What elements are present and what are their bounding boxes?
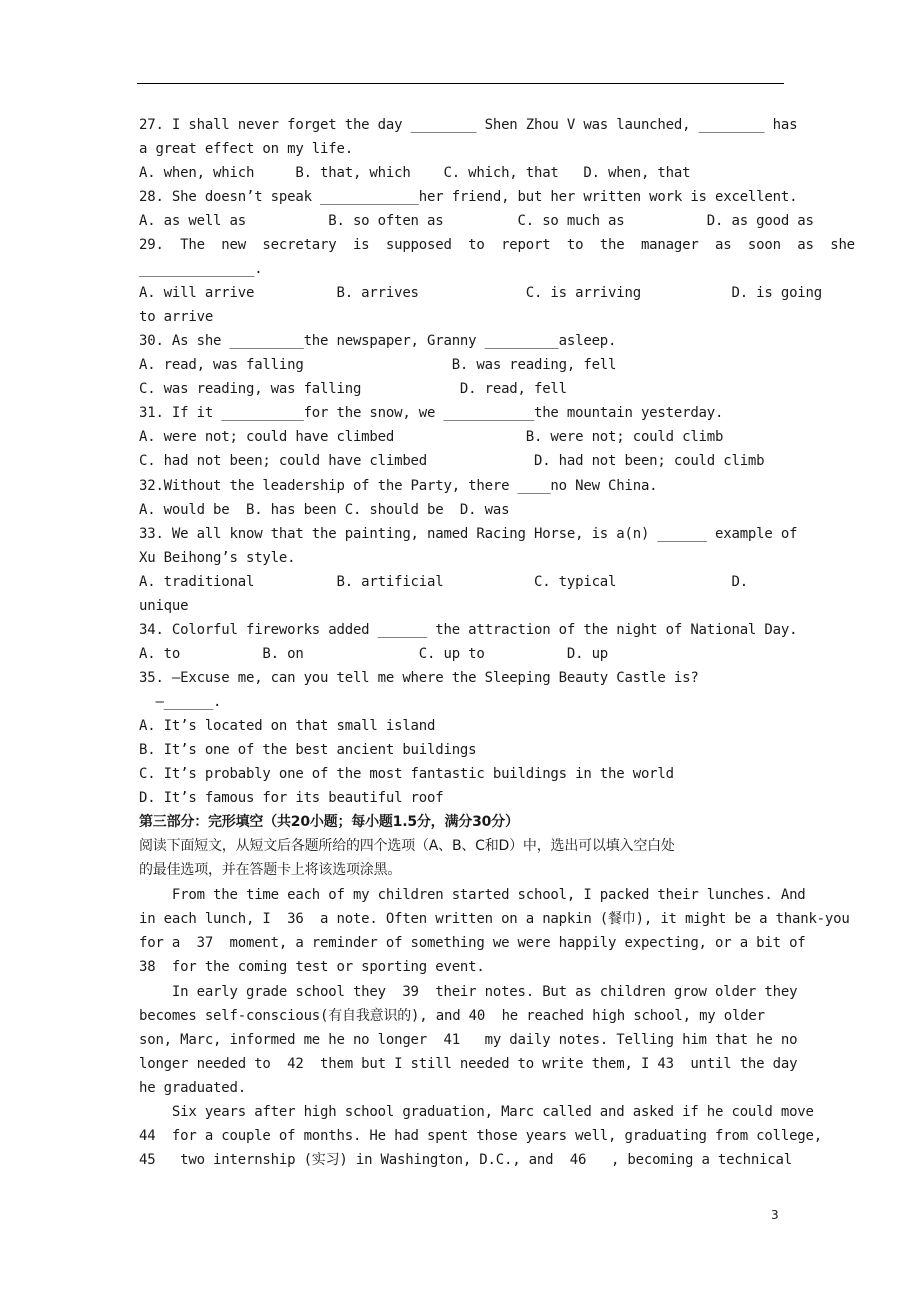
q34-stem: 34. Colorful fireworks added ______ the attraction of the night of National Day.: [139, 622, 798, 638]
header-rule: [137, 83, 784, 84]
q33-stem: 33. We all know that the painting, named Racing Horse, is a(n) ______ example of: [139, 526, 798, 542]
q31-options-cd: C. had not been; could have climbed D. had not been; could climb: [139, 453, 765, 469]
q35-option-a: A. It’s located on that small island: [139, 718, 436, 734]
q34-options: A. to B. on C. up to D. up: [139, 646, 609, 662]
q35-option-d: D. It’s famous for its beautiful roof: [139, 790, 444, 806]
q28-options: A. as well as B. so often as C. so much as D. as good as: [139, 213, 814, 229]
passage-line: 45 two internship (实习) in Washington, D.C., and 46 , becoming a technical: [139, 1152, 792, 1168]
passage-line: becomes self-conscious(有自我意识的), and 40 he reached high school, my older: [139, 1008, 765, 1024]
passage-line: Six years after high school graduation, Marc called and asked if he could move: [139, 1104, 814, 1120]
passage-line: son, Marc, informed me he no longer 41 my daily notes. Telling him that he no: [139, 1032, 798, 1048]
q35-option-c: C. It’s probably one of the most fantastic buildings in the world: [139, 766, 674, 782]
q31-options-ab: A. were not; could have climbed B. were not; could climb: [139, 429, 724, 445]
q27-stem-cont: a great effect on my life.: [139, 141, 353, 157]
passage-line: 38 for the coming test or sporting event.: [139, 959, 485, 975]
q30-options-cd: C. was reading, was falling D. read, fell: [139, 381, 567, 397]
q35-response: —______.: [139, 694, 222, 710]
q35-stem: 35. —Excuse me, can you tell me where the Sleeping Beauty Castle is?: [139, 670, 699, 686]
q33-stem-cont: Xu Beihong’s style.: [139, 550, 296, 566]
q29-stem-cont: ______________.: [139, 261, 263, 277]
q29-options-cont: to arrive: [139, 309, 214, 325]
passage-line: he graduated.: [139, 1080, 246, 1096]
q30-stem: 30. As she _________the newspaper, Granny _________asleep.: [139, 333, 617, 349]
passage-line: for a 37 moment, a reminder of something we were happily expecting, or a bit of: [139, 935, 806, 951]
q27-stem: 27. I shall never forget the day ________ Shen Zhou V was launched, ________ has: [139, 117, 798, 133]
passage-line: From the time each of my children started school, I packed their lunches. And: [139, 887, 806, 903]
q33-options: A. traditional B. artificial C. typical D.: [139, 574, 748, 590]
passage-line: In early grade school they 39 their notes. But as children grow older they: [139, 984, 798, 1000]
q27-options: A. when, which B. that, which C. which, that D. when, that: [139, 165, 691, 181]
q32-options: A. would be B. has been C. should be D. was: [139, 502, 510, 518]
passage-line: in each lunch, I 36 a note. Often written on a napkin (餐巾), it might be a thank-you: [139, 911, 850, 927]
q28-stem: 28. She doesn’t speak ____________her friend, but her written work is excellent.: [139, 189, 798, 205]
q30-options-ab: A. read, was falling B. was reading, fell: [139, 357, 617, 373]
section-instructions: 阅读下面短文，从短文后各题所给的四个选项（A、B、C和D）中，选出可以填入空白处: [139, 838, 675, 854]
q32-stem: 32.Without the leadership of the Party, there ____no New China.: [139, 478, 658, 494]
page-number: 3: [771, 1208, 779, 1222]
q33-options-cont: unique: [139, 598, 189, 614]
passage-line: 44 for a couple of months. He had spent those years well, graduating from college,: [139, 1128, 822, 1144]
q29-stem: 29. The new secretary is supposed to report to the manager as soon as she: [139, 237, 855, 253]
section-three-title: 第三部分：完形填空（共20小题；每小题1.5分，满分30分）: [139, 814, 519, 830]
section-instructions-cont: 的最佳选项，并在答题卡上将该选项涂黑。: [139, 862, 402, 878]
q35-option-b: B. It’s one of the best ancient buildings: [139, 742, 477, 758]
passage-line: longer needed to 42 them but I still needed to write them, I 43 until the day: [139, 1056, 798, 1072]
q29-options: A. will arrive B. arrives C. is arriving D. is going: [139, 285, 822, 301]
q31-stem: 31. If it __________for the snow, we ___________the mountain yesterday.: [139, 405, 724, 421]
